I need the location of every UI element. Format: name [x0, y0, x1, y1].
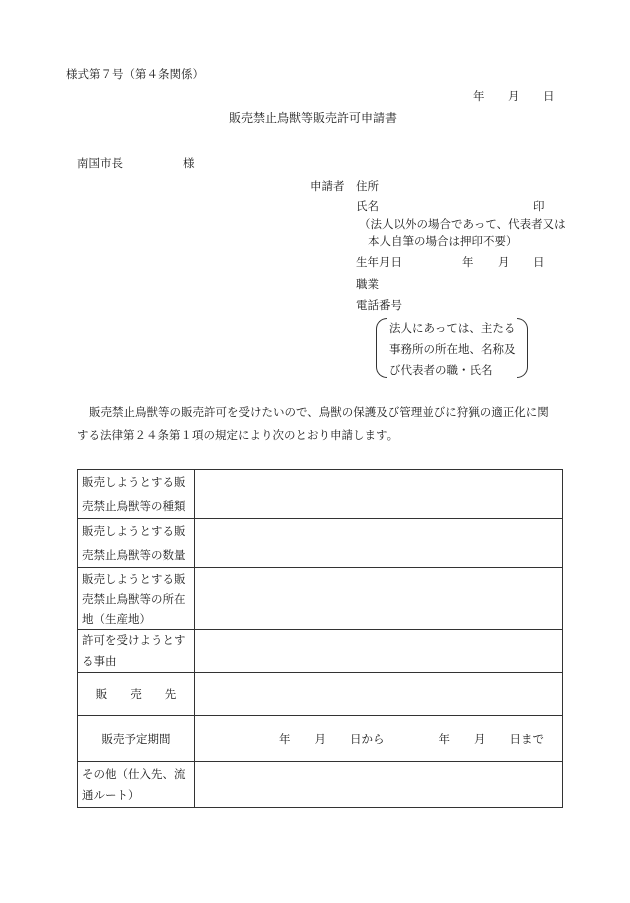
label-period-text: 販売予定期間	[101, 731, 171, 746]
value-reason[interactable]	[195, 630, 563, 673]
label-reason-line1: 許可を受けようとす	[82, 633, 186, 647]
birth-month-label: 月	[498, 255, 510, 269]
addressee-honorific: 様	[183, 156, 195, 170]
bracket-right	[517, 318, 528, 378]
body-text-line1: 販売禁止鳥獣等の販売許可を受けたいので、鳥獣の保護及び管理並びに狩猟の適正化に関	[89, 405, 549, 419]
form-number: 様式第７号（第４条関係）	[66, 67, 204, 81]
bracket-left	[376, 318, 387, 378]
seal-note-line2: 本人自筆の場合は押印不要）	[368, 234, 518, 248]
label-reason-line2: る事由	[82, 654, 117, 668]
label-other	[78, 762, 195, 808]
birth-day-label: 日	[533, 255, 545, 269]
label-quantity-line2: 売禁止鳥獣等の数量	[82, 548, 186, 562]
label-location-line1: 販売しようとする販	[82, 571, 186, 586]
label-quantity-line1: 販売しようとする販	[82, 524, 186, 538]
applicant-label: 申請者	[310, 179, 345, 193]
value-period[interactable]	[195, 716, 563, 762]
date-month-label: 月	[508, 89, 520, 103]
body-text-line2: する法律第２４条第１項の規定により次のとおり申請します。	[77, 428, 399, 442]
birth-year-label: 年	[462, 255, 474, 269]
name-label: 氏名	[356, 199, 379, 213]
seal-label: 印	[533, 199, 545, 213]
table-row	[78, 716, 563, 762]
page-title: 販売禁止鳥獣等販売許可申請書	[229, 111, 398, 125]
corp-note-line1: 法人にあっては、主たる	[389, 321, 516, 335]
value-quantity[interactable]	[195, 519, 563, 568]
occupation-label: 職業	[356, 277, 379, 291]
label-reason	[78, 630, 195, 673]
value-species[interactable]	[195, 470, 563, 519]
table-row	[78, 470, 563, 519]
label-species	[78, 470, 195, 519]
addressee-name: 南国市長	[77, 156, 123, 170]
label-quantity	[78, 519, 195, 568]
label-other-line1: その他（仕入先、流	[82, 766, 186, 781]
period-month-from: 月	[314, 731, 326, 746]
period-year-from: 年	[279, 731, 291, 746]
date-day-label: 日	[543, 89, 555, 103]
value-location[interactable]	[195, 568, 563, 630]
value-buyer[interactable]	[195, 673, 563, 716]
corp-note-line3: び代表者の職・氏名	[389, 363, 493, 377]
label-other-line2: 通ルート）	[82, 787, 140, 802]
table-row	[78, 519, 563, 568]
label-species-line1: 販売しようとする販	[82, 475, 186, 489]
date-year-label: 年	[473, 89, 485, 103]
period-day-to: 日まで	[509, 731, 544, 746]
period-year-to: 年	[438, 731, 450, 746]
table-row	[78, 762, 563, 808]
table-row	[78, 630, 563, 673]
label-location-line3: 地（生産地）	[82, 611, 151, 626]
birthdate-label: 生年月日	[356, 255, 402, 269]
phone-label: 電話番号	[356, 298, 402, 312]
table-row	[78, 673, 563, 716]
table-row	[78, 568, 563, 630]
period-month-to: 月	[474, 731, 486, 746]
label-location	[78, 568, 195, 630]
period-day-from: 日から	[350, 731, 385, 746]
label-period	[78, 716, 195, 762]
corporation-note-bracket	[376, 318, 528, 378]
seal-note-line1: （法人以外の場合であって、代表者又は	[359, 217, 566, 231]
label-species-line2: 売禁止鳥獣等の種類	[82, 499, 186, 513]
value-other[interactable]	[195, 762, 563, 808]
label-location-line2: 売禁止鳥獣等の所在	[82, 591, 186, 606]
label-buyer-text: 販 売 先	[95, 687, 177, 701]
application-table	[77, 469, 563, 808]
label-buyer	[78, 673, 195, 716]
address-label: 住所	[356, 179, 379, 193]
corp-note-line2: 事務所の所在地、名称及	[389, 342, 516, 356]
